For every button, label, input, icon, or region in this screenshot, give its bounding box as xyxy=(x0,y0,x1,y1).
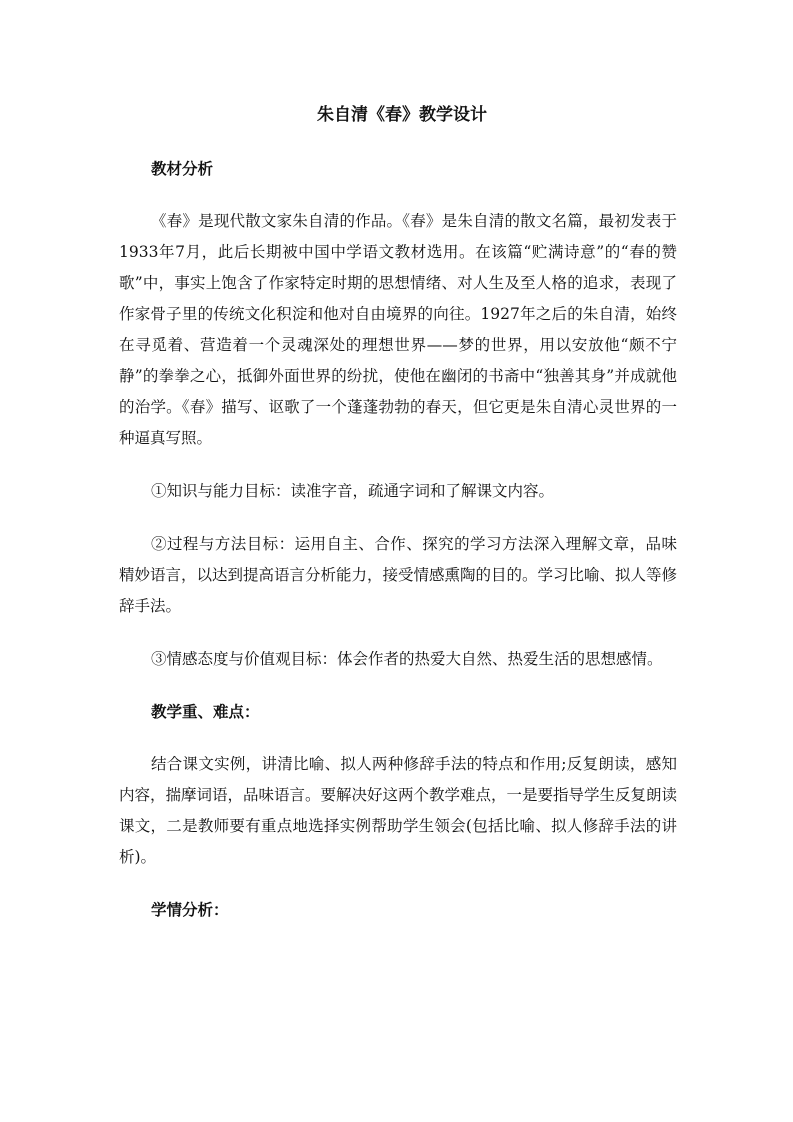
key-points-heading: 教学重、难点： xyxy=(151,702,260,721)
document-title: 朱自清《春》教学设计 xyxy=(317,105,487,125)
key-points-paragraph: 结合课文实例，讲清比喻、拟人两种修辞手法的特点和作用;反复朗读，感知内容，揣摩词语，品味语言。要解决好这两个教学难点，一是要指导学生反复朗读课文，二是教师要有重点地选择实例帮助学生领会(包括比喻、拟人修辞手法的讲析)。 xyxy=(119,755,678,866)
emotion-goal-paragraph: ③情感态度与价值观目标：体会作者的热爱大自然、热爱生活的思想感情。 xyxy=(151,650,663,668)
learner-analysis-heading: 学情分析： xyxy=(151,900,229,919)
process-goal-paragraph: ②过程与方法目标：运用自主、合作、探究的学习方法深入理解文章，品味精妙语言，以达到提高语言分析能力，接受情感熏陶的目的。学习比喻、拟人等修辞手法。 xyxy=(119,535,678,615)
knowledge-goal-paragraph: ①知识与能力目标：读准字音，疏通字词和了解课文内容。 xyxy=(151,482,555,500)
materials-analysis-paragraph: 《春》是现代散文家朱自清的作品。《春》是朱自清的散文名篇，最初发表于1933年7月，此后长期被中国中学语文教材选用。在该篇“贮满诗意”的“春的赞歌”中，事实上饱含了作家特定时期的思想情绪、对人生及至人格的追求，表现了作家骨子里的传统文化积淀和他对自由境界的向往。1927年之后的朱自清，始终在寻觅着、营造着一个灵魂深处的理想世界——梦的世界，用以安放他“颇不宁静”的拳拳之心，抵御外面世界的纷扰，使他在幽闭的书斋中“独善其身”并成就他的治学。《春》描写、讴歌了一个蓬蓬勃勃的春天，但它更是朱自清心灵世界的一种逼真写照。 xyxy=(119,212,677,447)
document-body xyxy=(119,100,677,947)
materials-analysis-heading: 教材分析 xyxy=(151,159,214,178)
